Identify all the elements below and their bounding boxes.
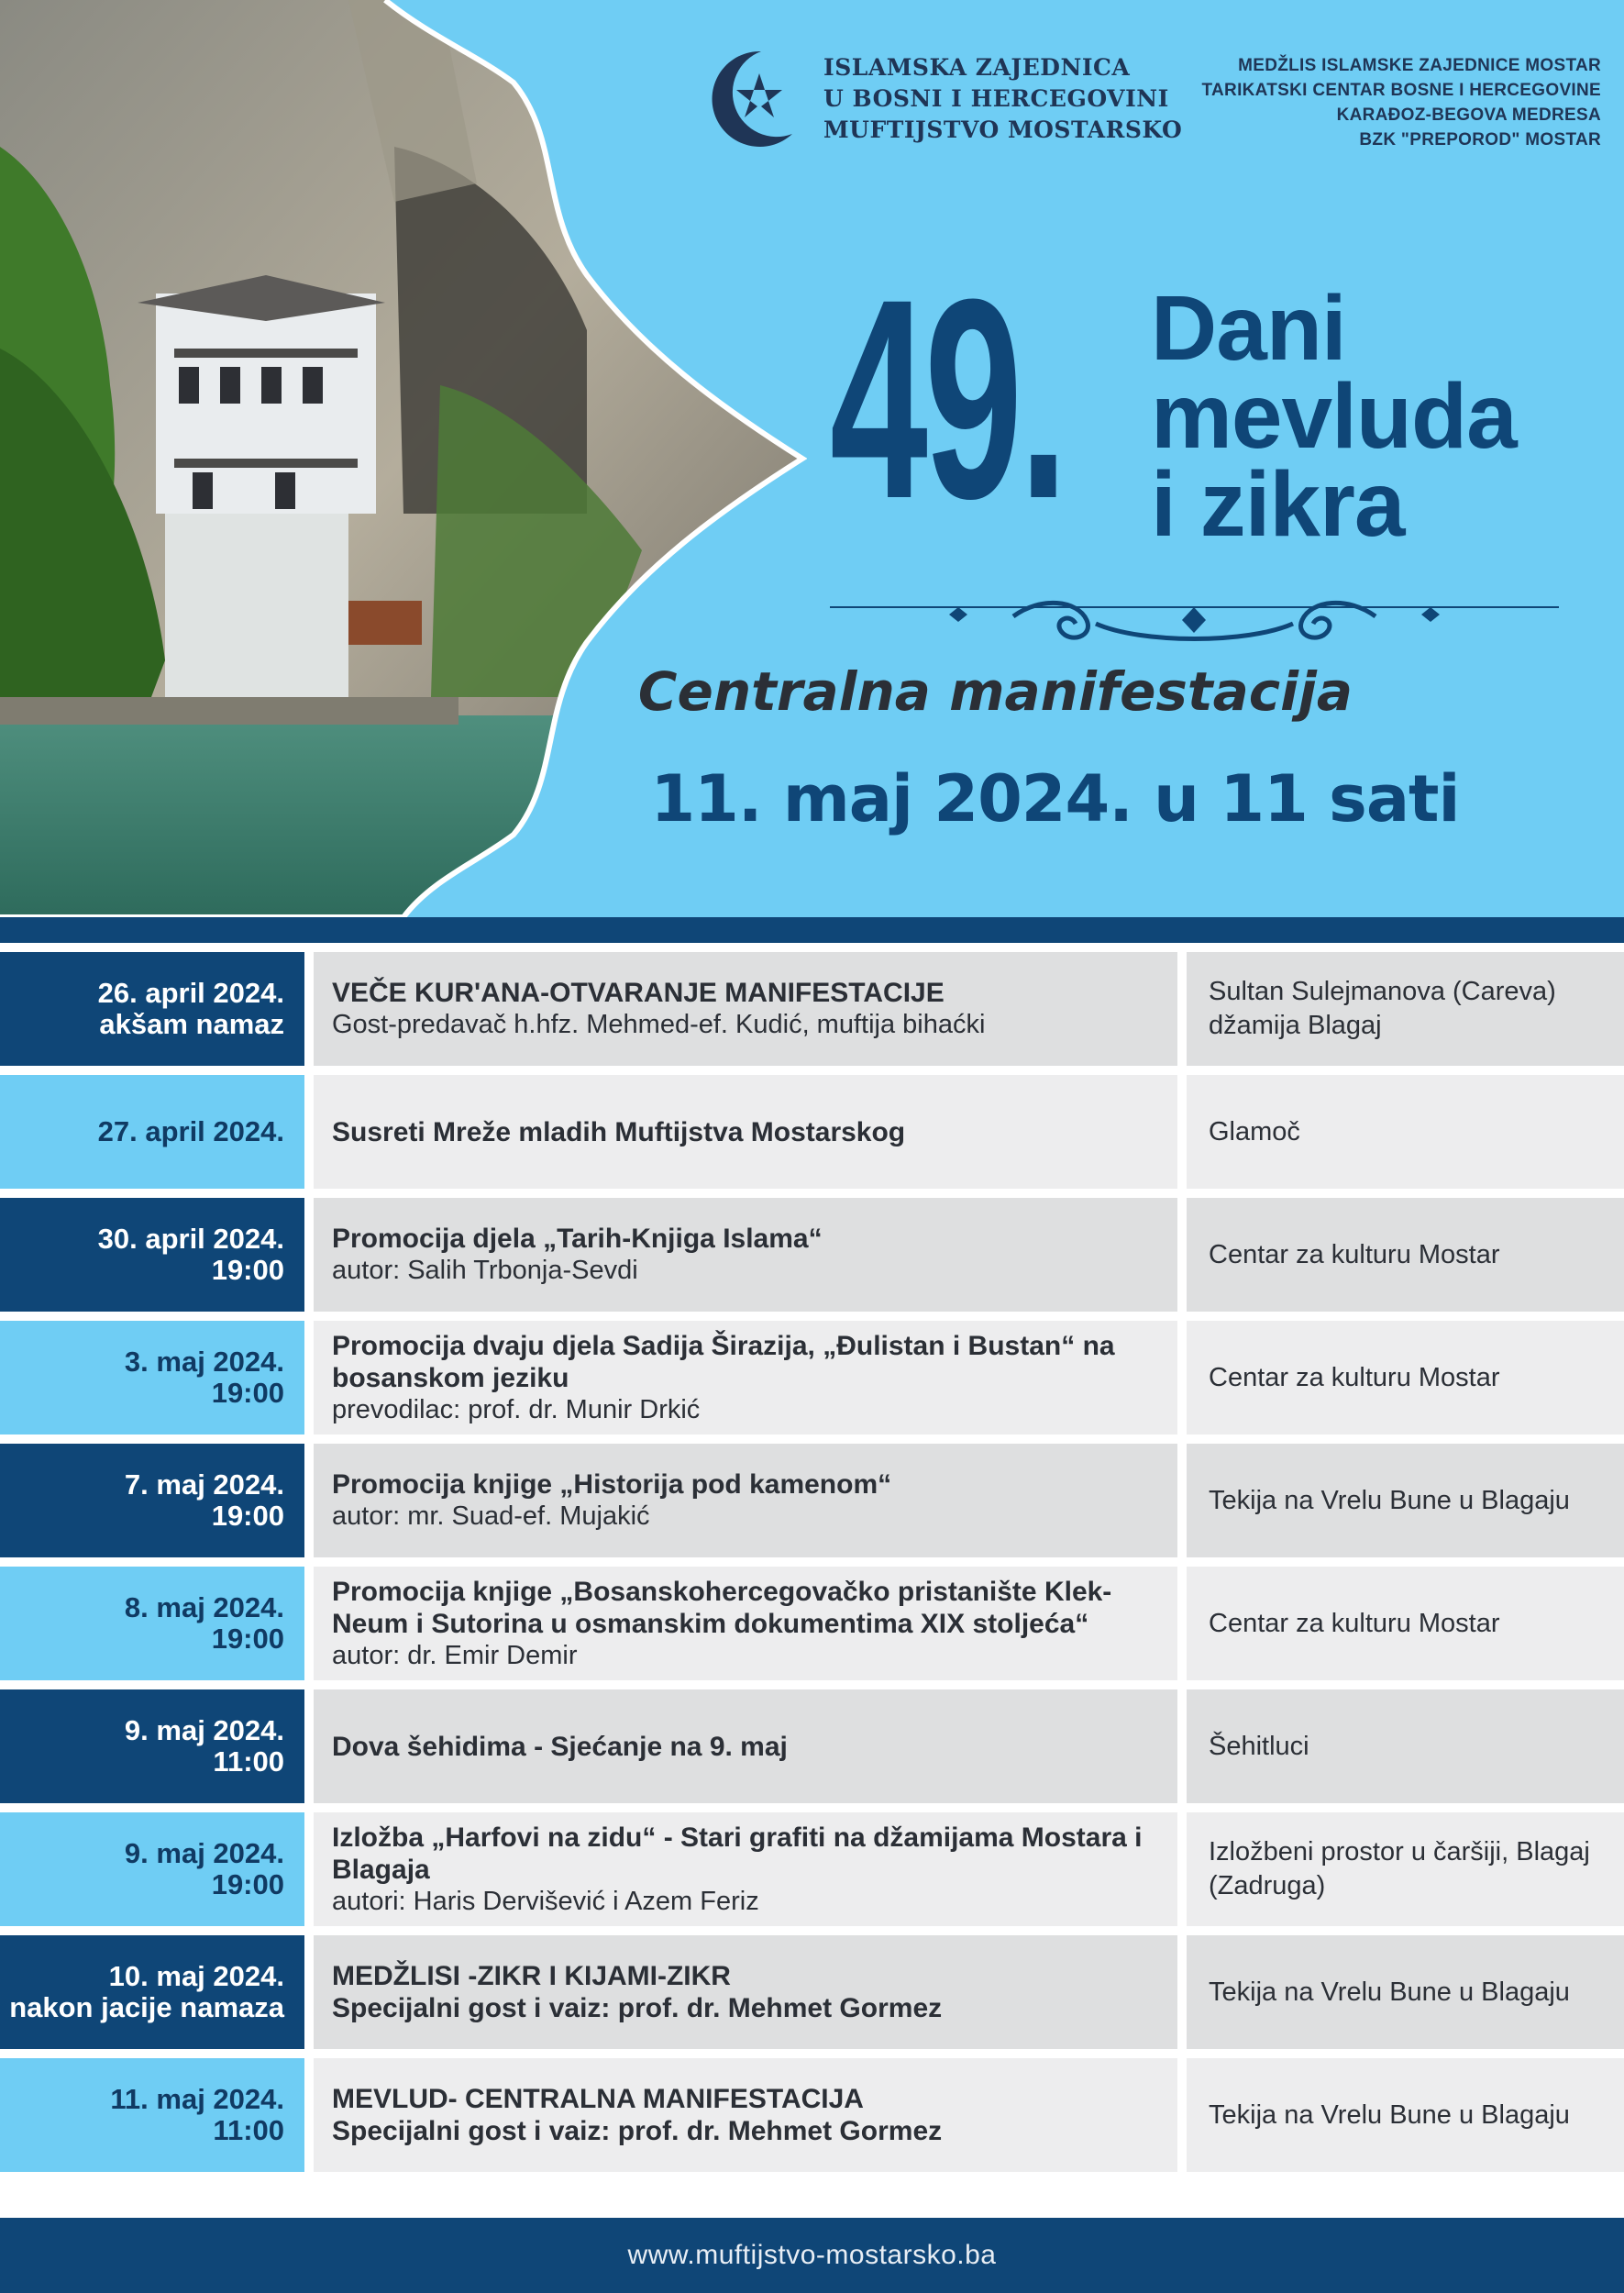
event-description xyxy=(314,1812,1177,1926)
crescent-star-logo-icon xyxy=(697,44,807,154)
event-detail: Specijalni gost i vaiz: prof. dr. Mehmet Gormez xyxy=(332,2116,943,2146)
edition-number: 49. xyxy=(830,239,1066,558)
event-location: Centar za kulturu Mostar xyxy=(1187,1567,1624,1680)
event-date-time: 19:00 xyxy=(211,1254,284,1286)
subtitle: Centralna manifestacija xyxy=(637,660,1353,723)
event-date-time: akšam namaz xyxy=(99,1008,284,1040)
event-location: Tekija na Vrelu Bune u Blagaju xyxy=(1187,2058,1624,2172)
event-date-day: 3. maj 2024. xyxy=(124,1346,284,1378)
co-organizer-2: TARIKATSKI CENTAR BOSNE I HERCEGOVINE xyxy=(1201,81,1601,100)
event-date-day: 8. maj 2024. xyxy=(124,1591,284,1623)
title-line-1: Dani xyxy=(1151,277,1346,380)
event-description xyxy=(314,2058,1177,2172)
event-location: Šehitluci xyxy=(1187,1689,1624,1803)
event-date-time: 11:00 xyxy=(213,2114,284,2146)
event-date-day: 7. maj 2024. xyxy=(124,1468,284,1501)
schedule-row xyxy=(0,1812,1624,1926)
co-organizer-1: MEDŽLIS ISLAMSKE ZAJEDNICE MOSTAR xyxy=(1238,56,1601,75)
event-detail: autor: Salih Trbonja-Sevdi xyxy=(332,1256,638,1285)
schedule-row xyxy=(0,1689,1624,1803)
event-detail: Gost-predavač h.hfz. Mehmed-ef. Kudić, muftija bihaćki xyxy=(332,1010,986,1039)
event-date-time: 11:00 xyxy=(213,1745,284,1778)
org-line-2: U BOSNI I HERCEGOVINI xyxy=(823,85,1169,112)
event-detail: prevodilac: prof. dr. Munir Drkić xyxy=(332,1394,701,1424)
event-description xyxy=(314,1567,1177,1680)
event-location: Centar za kulturu Mostar xyxy=(1187,1198,1624,1312)
event-date-time: 19:00 xyxy=(211,1868,284,1900)
event-location: Glamoč xyxy=(1187,1075,1624,1189)
event-location: Centar za kulturu Mostar xyxy=(1187,1321,1624,1435)
organization-block xyxy=(697,44,1182,154)
event-title: MEVLUD- CENTRALNA MANIFESTACIJA xyxy=(332,2084,864,2114)
event-date xyxy=(0,1198,304,1312)
event-date-time: 19:00 xyxy=(211,1623,284,1655)
event-description xyxy=(314,1321,1177,1435)
event-date-day: 26. april 2024. xyxy=(97,977,284,1009)
event-description xyxy=(314,1075,1177,1189)
schedule-row xyxy=(0,1321,1624,1435)
event-date-day: 10. maj 2024. xyxy=(108,1960,284,1992)
event-date xyxy=(0,1567,304,1680)
main-date: 11. maj 2024. u 11 sati xyxy=(650,761,1460,836)
event-title: Promocija knjige „Historija pod kamenom“ xyxy=(332,1469,892,1500)
event-location: Tekija na Vrelu Bune u Blagaju xyxy=(1187,1935,1624,2049)
event-location: Izložbeni prostor u čaršiji, Blagaj (Zadruga) xyxy=(1187,1812,1624,1926)
event-date xyxy=(0,952,304,1066)
poster-header xyxy=(0,0,1624,917)
footer xyxy=(0,2218,1624,2293)
event-location: Tekija na Vrelu Bune u Blagaju xyxy=(1187,1444,1624,1557)
event-description xyxy=(314,1935,1177,2049)
event-title: Izložba „Harfovi na zidu“ - Stari grafiti na džamijama Mostara i Blagaja xyxy=(332,1822,1143,1885)
event-title: VEČE KUR'ANA-OTVARANJE MANIFESTACIJE xyxy=(332,978,945,1008)
event-title: Promocija djela „Tarih-Knjiga Islama“ xyxy=(332,1224,823,1254)
schedule-row xyxy=(0,1935,1624,2049)
event-date xyxy=(0,1444,304,1557)
event-title xyxy=(1151,277,1517,556)
event-title: Promocija dvaju djela Sadija Širazija, „Đulistan i Bustan“ na bosanskom jeziku xyxy=(332,1330,1115,1393)
title-line-3: i zikra xyxy=(1151,453,1405,556)
co-organizer-3: KARAĐOZ-BEGOVA MEDRESA xyxy=(1336,105,1601,125)
event-date-day: 11. maj 2024. xyxy=(110,2083,284,2115)
event-description xyxy=(314,952,1177,1066)
header-divider xyxy=(0,917,1624,943)
event-detail: Specijalni gost i vaiz: prof. dr. Mehmet Gormez xyxy=(332,1993,943,2023)
event-date xyxy=(0,2058,304,2172)
event-date-day: 27. april 2024. xyxy=(97,1115,284,1147)
ornament-divider-icon xyxy=(830,587,1559,651)
event-date-time: 19:00 xyxy=(211,1377,284,1409)
event-location: Sultan Sulejmanova (Careva) džamija Blagaj xyxy=(1187,952,1624,1066)
event-description xyxy=(314,1444,1177,1557)
event-description xyxy=(314,1689,1177,1803)
org-line-1: ISLAMSKA ZAJEDNICA xyxy=(823,54,1131,81)
co-organizers xyxy=(1202,53,1601,152)
event-date xyxy=(0,1321,304,1435)
event-date xyxy=(0,1689,304,1803)
schedule-row xyxy=(0,2058,1624,2172)
event-date-day: 9. maj 2024. xyxy=(124,1714,284,1746)
schedule-row xyxy=(0,952,1624,1066)
event-date xyxy=(0,1935,304,2049)
event-date-day: 9. maj 2024. xyxy=(124,1837,284,1869)
event-date xyxy=(0,1075,304,1189)
co-organizer-4: BZK "PREPOROD" MOSTAR xyxy=(1359,130,1601,150)
event-date-time: nakon jacije namaza xyxy=(9,1991,284,2023)
event-date xyxy=(0,1812,304,1926)
org-line-3: MUFTIJSTVO MOSTARSKO xyxy=(823,116,1183,143)
title-line-2: mevluda xyxy=(1151,365,1517,468)
event-date-day: 30. april 2024. xyxy=(97,1223,284,1255)
event-title: Dova šehidima - Sjećanje na 9. maj xyxy=(332,1731,788,1762)
event-description xyxy=(314,1198,1177,1312)
event-date-time: 19:00 xyxy=(211,1500,284,1532)
schedule-row xyxy=(0,1198,1624,1312)
schedule-row xyxy=(0,1567,1624,1680)
schedule-row xyxy=(0,1075,1624,1189)
event-detail: autor: mr. Suad-ef. Mujakić xyxy=(332,1501,650,1531)
event-detail: autor: dr. Emir Demir xyxy=(332,1640,578,1670)
event-title: Susreti Mreže mladih Muftijstva Mostarskog xyxy=(332,1116,906,1147)
schedule-row xyxy=(0,1444,1624,1557)
website-link[interactable]: www.muftijstvo-mostarsko.ba xyxy=(627,2240,997,2270)
event-title: Promocija knjige „Bosanskohercegovačko pristanište Klek-Neum i Sutorina u osmanskim dokumentima XIX stoljeća“ xyxy=(332,1576,1112,1639)
event-schedule xyxy=(0,952,1624,2181)
event-title: MEDŽLISI -ZIKR I KIJAMI-ZIKR xyxy=(332,1961,731,1991)
event-detail: autori: Haris Dervišević i Azem Feriz xyxy=(332,1886,759,1916)
